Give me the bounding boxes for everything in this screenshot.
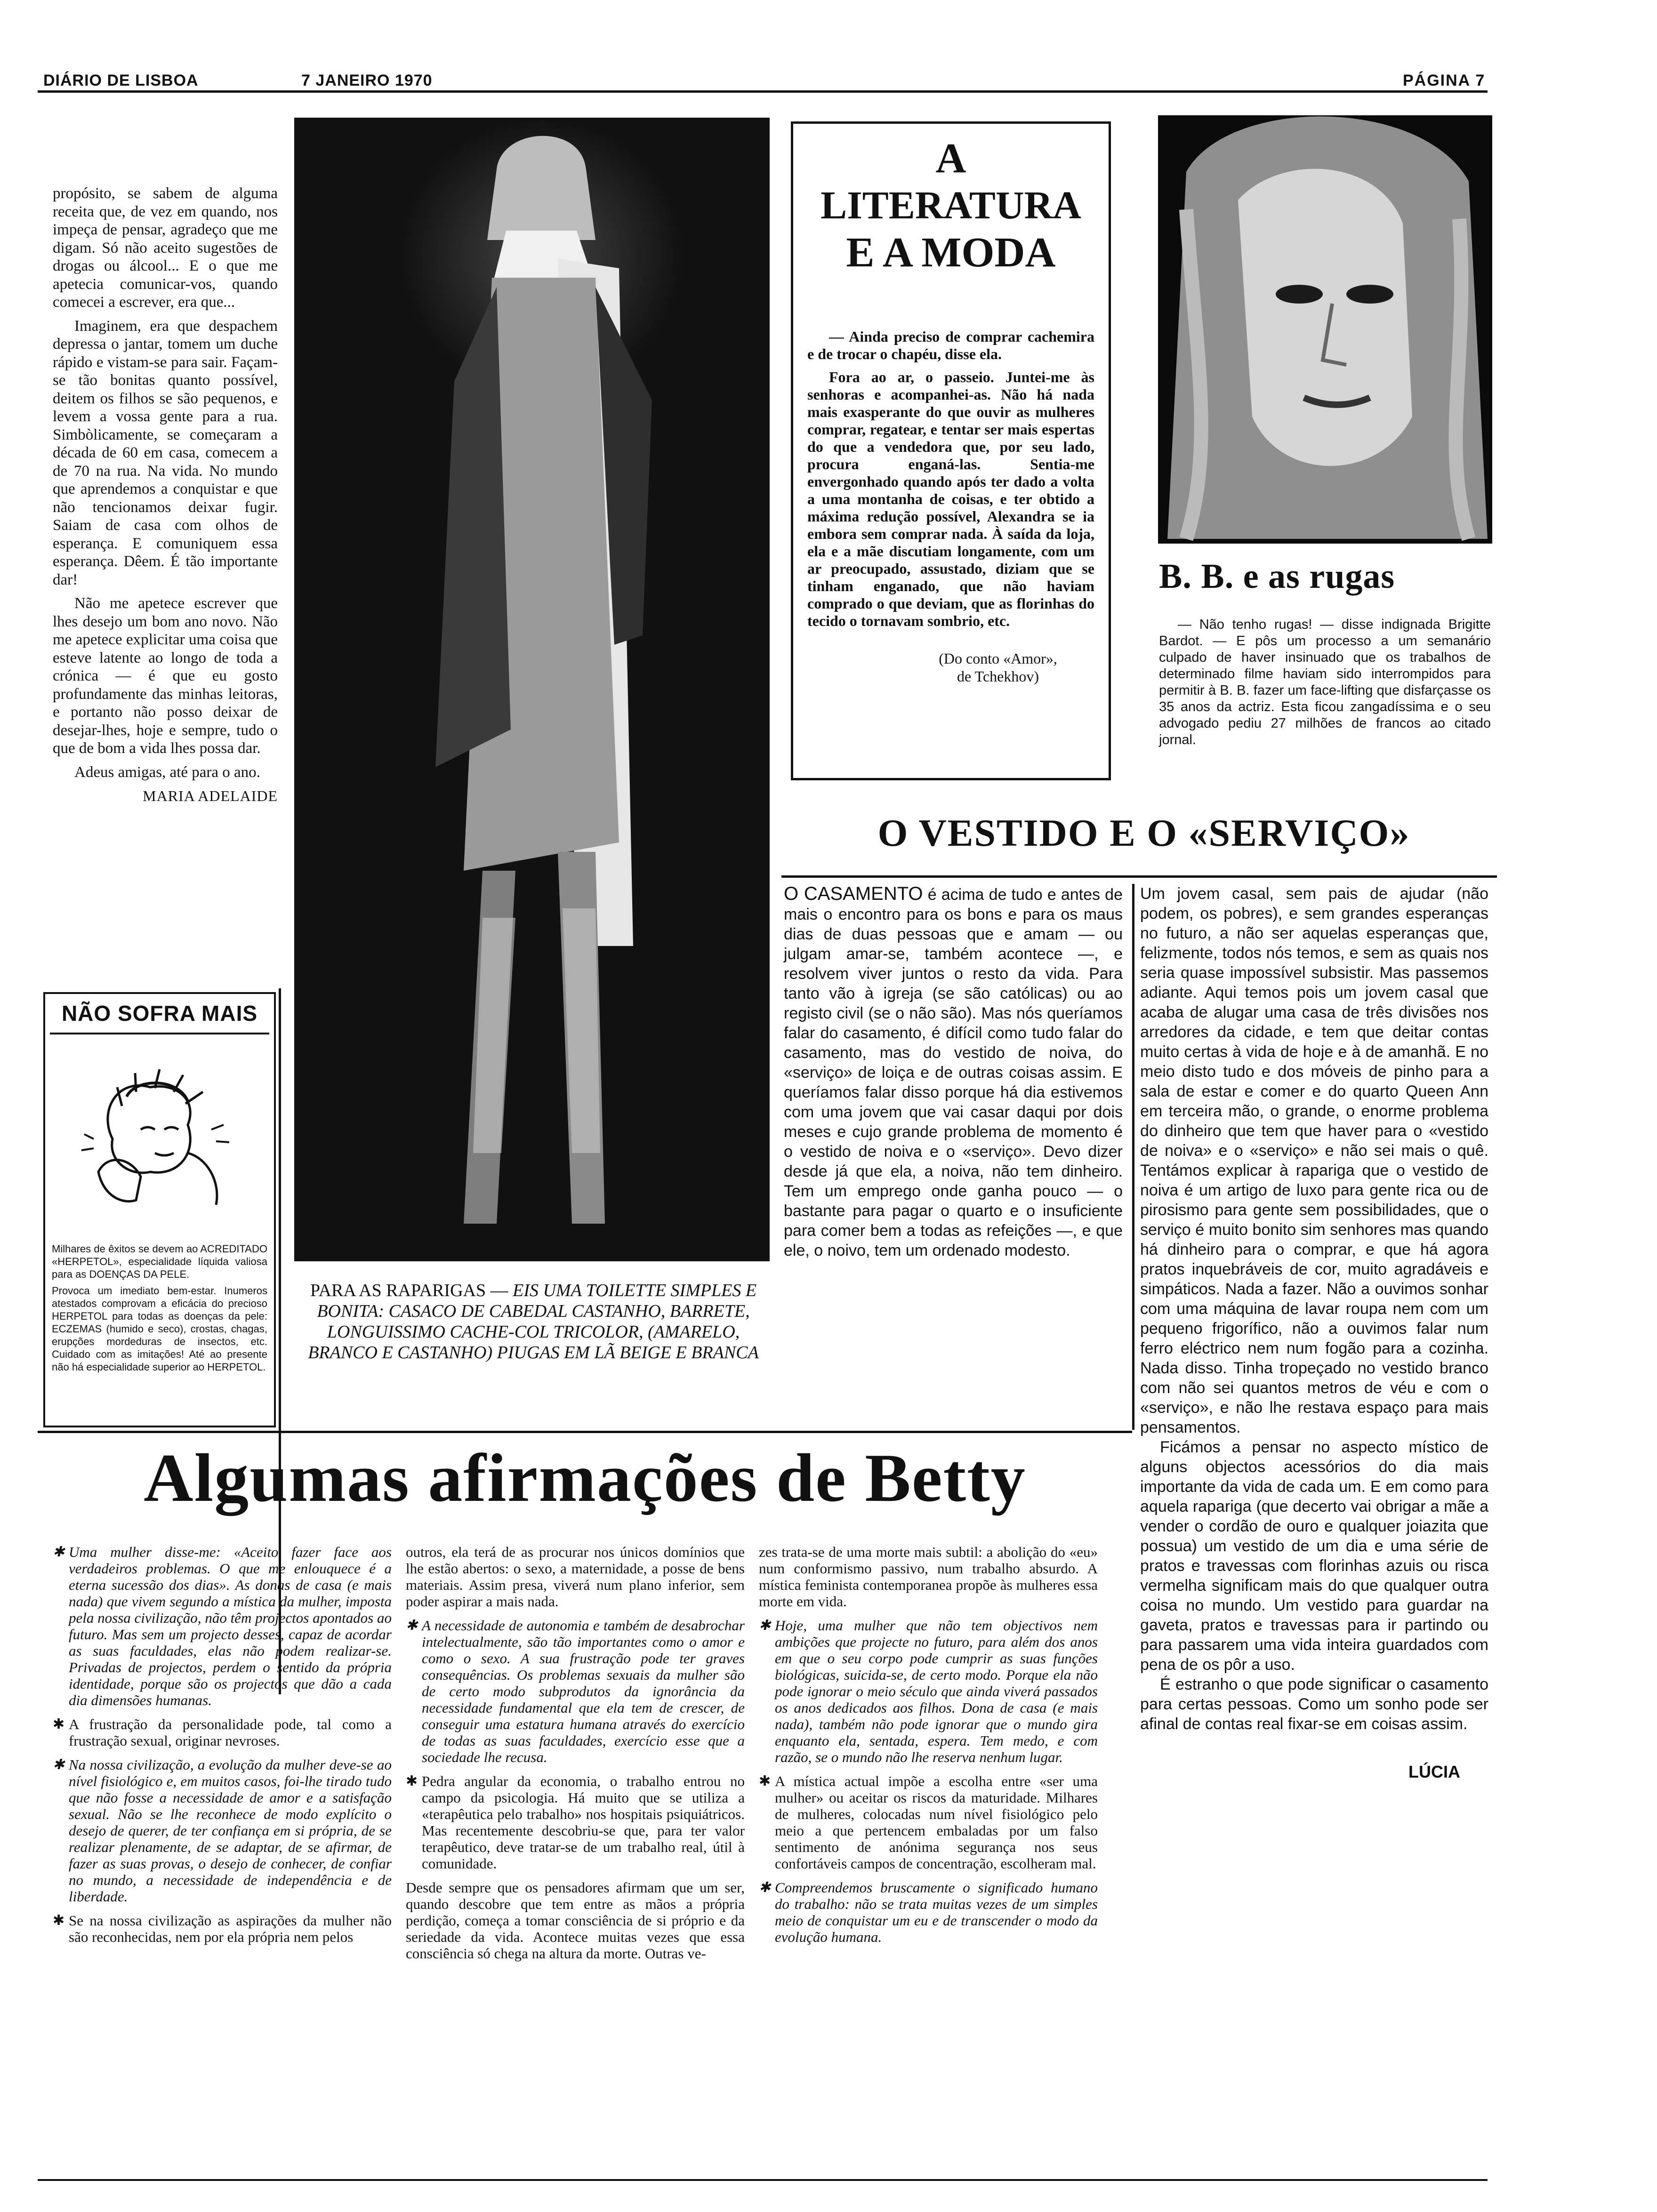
betty-item: ✱ A necessidade de autonomia e também de desabrochar intelectualmente, são tão importantes como o amor e como o sexo. A sua frustração pode ter graves consequências. Os problemas sexuais da mulher são de certo modo subprodutos da ignorância da necessidade fundamental que ela tem de crescer, de conseguir uma estatura humana através do exercício de todas as suas faculdades, exercício esse que a sociedade lhe recusa. <box>406 1617 745 1765</box>
ad-text-1: Milhares de êxitos se devem ao ACREDITADO «HERPETOL», especialidade líquida valiosa para as DOENÇAS DA PELE. <box>52 1243 267 1280</box>
bb-portrait <box>1158 115 1492 544</box>
literatura-source-2: de Tchekhov) <box>957 668 1039 685</box>
vestido-signature: LÚCIA <box>1408 1762 1460 1781</box>
ad-text-2: Provoca um imediato bem-estar. Inumeros atestados comprovam a eficácia do precioso HERPETOL para todas as doenças da pele: ECZEMAS (humido e seco), crostas, chagas, erupções mordeduras de insectos, etc. Cuidado com as imitações! Até ao presente não há especialidade superior ao HERPETOL. <box>52 1285 267 1373</box>
betty-top-rule <box>38 1431 1132 1433</box>
fashion-photo <box>294 118 770 1261</box>
vestido-col2-p1: Um jovem casal, sem pais de ajudar (não podem, os pobres), e sem grandes esperanças no futuro, a não ser aquelas esperanças que, felizmente, todos nós temos, e sem as quais nos seria quase impossível subsistir. Mas passemos adiante. Aqui temos pois um jovem casal que acaba de alugar uma casa de três divisões nos arredores da cidade, e tem que deitar contas muito certas à vida de hoje e à de amanhã. E no meio disto tudo e dos móveis de pinho para a sala de estar e comer e do quarto Queen Ann em terceira mão, o grande, o enorme problema do dinheiro que tem que haver para o «vestido de noiva» e o «serviço» e não sei mais o quê. Tentámos explicar à rapariga que o vestido de noiva é um artigo de luxo para gente rica ou de pirosismo para gente sem possibilidades, que o serviço é muito bonito sim senhores mas quando há dinheiro para o comprar, e que há agora pratos inquebráveis de cor, muito agradáveis e simpáticos. Nada a fazer. Não a ouvimos sonhar com uma máquina de lavar roupa nem com um pequeno frigorífico, não a ouvimos falar num ferro eléctrico nem num fogão para a cozinha. Nada disso. Tinha tropeçado no vestido branco com não sei quantos metros de véu e com o «serviço», e não lhe restava espaço para mais pensamentos. <box>1140 885 1488 1436</box>
vestido-col1-body: é acima de tudo e antes de mais o encontro para os bons e para os maus dias de duas pessoas que e amam — ou julgam amar-se, também acontece —, e resolvem viver juntos o resto da vida. Para tanto vão à igreja (se são católicas) ou ao registo civil (se o não são). Mas nós queríamos falar do casamento, é difícil como tudo falar do casamento, mas do vestido de noiva, do «serviço» de loiça e de outras coisas assim. E queríamos falar disso porque há dia estivemos com uma jovem que vai casar daqui por dois meses e cujo grande problema de momento é o vestido de noiva e o «serviço». Devo dizer desde já que ela, a noiva, não tem dinheiro. Tem um emprego onde ganha pouco — o bastante para pagar o quarto e o insuficiente para comer bem a todas as refeições —, e que ele, o noivo, tem um ordenado modesto. <box>784 886 1123 1259</box>
fashion-caption <box>296 1280 771 1363</box>
vestido-column-rule <box>1132 884 1134 1430</box>
left-paragraph: Não me apetece escrever que lhes desejo um bom ano novo. Não me apetece explicitar uma coisa que esteve latente ao longo de toda a crónica — é que eu gosto profundamente das minhas leitoras, e portanto não posso deixar de desejar-lhes, hoje e sempre, tudo o que de bom a vida lhes possa dar. <box>53 595 278 757</box>
vestido-title-rule <box>781 875 1497 878</box>
betty-col2 <box>406 1544 745 1969</box>
vestido-lead-word: O CASAMENTO <box>784 883 923 904</box>
betty-item: ✱ Uma mulher disse-me: «Aceito fazer face aos verdadeiros problemas. O que me enlouquece é a eterna sucessão dos dias». As donas de casa (e mais nada) que vivem segundo a mística da mulher, imposta pela nossa civilização, não têm projectos apontados ao futuro. Mas sem um projecto desses, capaz de acordar as suas faculdades, elas não podem realizar-se. Privadas de projectos, perdem o sentido da própria identidade, porque são os projectos que dão a cada dia dimensões humanas. <box>53 1544 392 1708</box>
vestido-col1 <box>784 884 1123 1260</box>
betty-item: ✱ A mística actual impõe a escolha entre «ser uma mulher» ou aceitar os riscos da maturidade. Milhares de mulheres, colocadas num nível fisiológico pelo meio a que pertencem embaladas por um falso sentimento de anónima segurança nos seus confortáveis campos de concentração, escolheram mal. <box>759 1773 1098 1872</box>
betty-item: ✱ Compreendemos bruscamente o significado humano do trabalho: não se trata muitas vezes de um simples meio de conquistar um eu e de transcender o modo da evolução humana. <box>759 1879 1098 1945</box>
caption-body: EIS UMA TOILETTE SIMPLES E BONITA: CASACO DE CABEDAL CASTANHO, BARRETE, LONGUISSIMO CACHE-COL TRICOLOR, (AMARELO, BRANCO E CASTANHO) PIUGAS EM LÃ BEIGE E BRANCA <box>308 1281 759 1362</box>
betty-item: ✱ A frustração da personalidade pode, tal como a frustração sexual, originar nevroses. <box>53 1716 392 1749</box>
left-paragraph: Adeus amigas, até para o ano. <box>74 763 260 781</box>
betty-item: ✱ Hoje, uma mulher que não tem objectivos nem ambições que projecte no futuro, para além dos anos em que o seu corpo pode cumprir as suas funções biológicas, suicida-se, de certo modo. Porque ela não pode ignorar o meio século que ainda viverá passados os anos dedicados aos filhos. Dona de casa (e mais nada), também não pode ignorar que o mundo gira enquanto ela, sentada, espera. Tem medo, e com razão, se o mundo não lhe reserva nenhum lugar. <box>759 1617 1098 1765</box>
caption-lead: PARA AS RAPARIGAS — <box>310 1281 508 1300</box>
betty-item: outros, ela terá de as procurar nos únicos domínios que lhe estão abertos: o sexo, a maternidade, a posse de bens materiais. Assim presa, viverá num plano inferior, sem poder aspirar a mais nada. <box>406 1544 745 1610</box>
ad-title-rule <box>50 1033 269 1034</box>
woman-headache-illustration <box>80 1059 240 1219</box>
ad-title: NÃO SOFRA MAIS <box>61 1001 258 1026</box>
masthead-page-number: PÁGINA 7 <box>1403 72 1486 89</box>
literatura-text <box>807 328 1094 630</box>
bb-title: B. B. e as rugas <box>1159 557 1395 596</box>
vestido-col2-p3: É estranho o que pode significar o casamento para certas pessoas. Como um sonho pode ser afinal de contas real fixar-se em coisas assim. <box>1140 1675 1488 1733</box>
literatura-p1: — Ainda preciso de comprar cachemira e de trocar o chapéu, disse ela. <box>807 328 1094 362</box>
masthead-date: 7 JANEIRO 1970 <box>301 72 433 89</box>
vestido-col2-p2: Ficámos a pensar no aspecto místico de alguns objectos acessórios do dia mais importante da vida de cada um. E em como para aquela rapariga (que decerto vai obrigar a mãe a vender o cordão de ouro e qualquer joiazita que possua) um vestido de um dia e uma série de pratos e travessas com florinhas azuis ou risca vermelha significam mais do que qualquer outra coisa no mundo. Um vestido para guardar na gaveta, pratos e travessas para ir partindo ou para passarem uma vida inteira guardados com pena de os pôr a uso. <box>1140 1438 1488 1674</box>
betty-item: ✱ Se na nossa civilização as aspirações da mulher não são reconhecidas, nem por ela própria nem pelos <box>53 1912 392 1945</box>
vestido-col1-text <box>784 884 1123 1260</box>
masthead-rule <box>38 90 1488 93</box>
literatura-title-2: LITERATURA <box>820 184 1081 227</box>
betty-item: ✱ Na nossa civilização, a evolução da mulher deve-se ao nível fisiológico e, em muitos casos, foi-lhe tirado tudo que não fosse a necessidade de amor e a satisfação sexual. Não se lhe reconhece de modo explícito o desejo de querer, de ter confiança em si própria, de se realizar plenamente, de se adaptar, de se afirmar, de fazer as suas provas, o desejo de conhecer, de confiar no mundo, a necessidade de independência e de liberdade. <box>53 1756 392 1905</box>
bb-text: — Não tenho rugas! — disse indignada Brigitte Bardot. — E pôs um processo a um semanário culpado de haver insinuado que os trabalhos de determinado filme haviam sido interrompidos para permitir à B. B. fazer um face-lifting que disfarçasse os 35 anos da actriz. Esta ficou zangadíssima e o seu advogado pediu 27 milhões de francos ao citado jornal. <box>1159 617 1491 747</box>
vestido-title: O VESTIDO E O «SERVIÇO» <box>877 811 1410 854</box>
betty-item: Desde sempre que os pensadores afirmam que um ser, quando descobre que tem entre as mãos a própria perdição, começa a tomar consciência de si próprio e da seriedade da vida. Acontece muitas vezes que essa consciência só chega na altura da morte. Outras ve- <box>406 1879 745 1962</box>
bb-photo <box>1158 115 1492 544</box>
literatura-box <box>791 121 1111 780</box>
left-paragraph: Imaginem, era que despachem depressa o jantar, tomem um duche rápido e vistam-se para sair. Façam-se tão bonitas quanto possível, deitem os filhos se são pequenos, e levem a vossa gente para a rua. Simbòlicamente, se começaram a década de 60 em casa, comecem a de 70 na rua. Na vida. No mundo que aprendemos a conquistar e que não tencionamos deixar fugir. Saiam de casa com olhos de esperança. E comuniquem essa esperança. Dêem. É tão importante dar! <box>53 317 278 588</box>
bottom-rule <box>38 2179 1488 2181</box>
left-column-text <box>53 184 278 805</box>
literatura-title-3: E A MODA <box>846 229 1056 276</box>
betty-item: zes trata-se de uma morte mais subtil: a abolição do «eu» num conformismo passivo, num trabalho absurdo. A mística feminista contemporanea propõe às mulheres essa morte em vida. <box>759 1544 1098 1610</box>
left-paragraph: propósito, se sabem de alguma receita que, de vez em quando, nos impeça de pensar, agradeço que me digam. Só não aceito sugestões de drogas ou álcool... E o que me apetecia comunicar-vos, quando comecei a escrever, era que... <box>53 185 278 311</box>
literatura-source-1: (Do conto «Amor», <box>939 650 1057 667</box>
literatura-p2: Fora ao ar, o passeio. Juntei-me às senhoras e acompanhei-as. Não há nada mais exasperante do que ouvir as mulheres comprar, regatear, e tentar ser mais espertas do que a vendedora que, por seu lado, procura enganá-las. Sentia-me envergonhado quando após ter dado a volta a uma montanha de coisas, e ter obtido a máxima redução possível, Alexandra se ia embora sem comprar nada. À saída da loja, ela e a mãe discutiam longamente, com um ar preocupado, assustado, diziam que se tinham enganado, que não haviam comprado o que deviam, que as florinhas do tecido o tornavam sombrio, etc. <box>807 369 1094 629</box>
literatura-title-1: A <box>935 135 966 182</box>
herpetol-ad <box>43 992 276 1427</box>
masthead-paper-name: DIÁRIO DE LISBOA <box>43 72 199 89</box>
fashion-model-figure <box>294 118 770 1261</box>
betty-col3 <box>759 1544 1098 1953</box>
vestido-col2 <box>1140 884 1488 1782</box>
ad-illustration <box>80 1059 240 1219</box>
betty-title: Algumas afirmações de Betty <box>144 1440 1026 1516</box>
betty-item: ✱ Pedra angular da economia, o trabalho entrou no campo da psicologia. Há muito que se utiliza a «terapêutica pelo trabalho» nos hospitais psiquiátricos. Mas recentemente descobriu-se que, para ter valor terapêutico, deve tratar-se de um trabalho real, útil à comunidade. <box>406 1773 745 1872</box>
betty-col1 <box>53 1544 392 1953</box>
left-signature: MARIA ADELAIDE <box>143 787 278 804</box>
